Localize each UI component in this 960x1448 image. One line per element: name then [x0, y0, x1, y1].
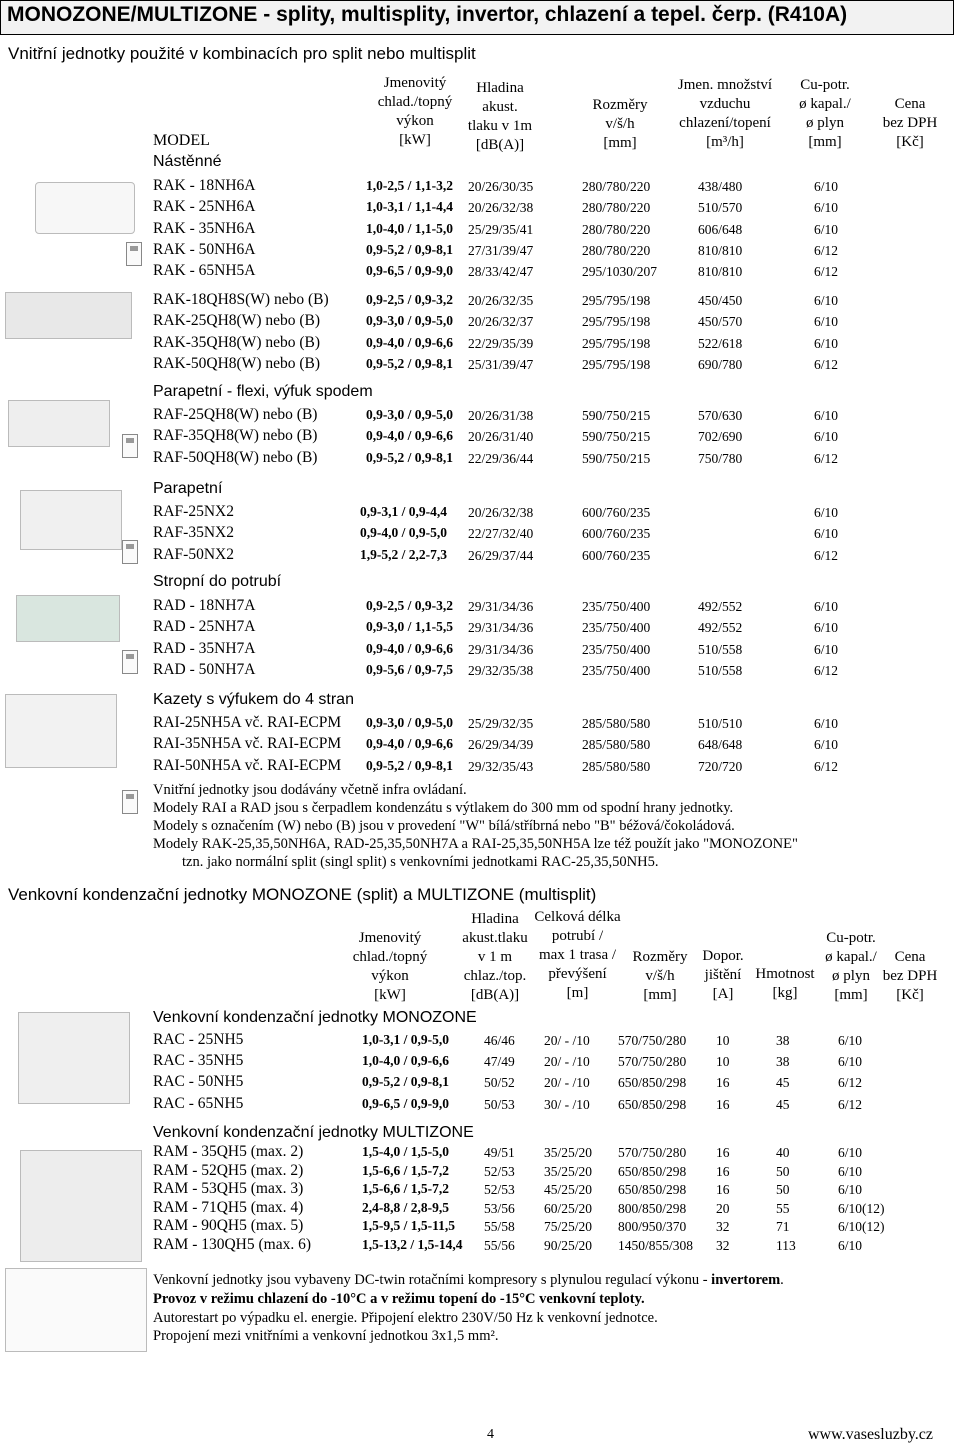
cu-value: 6/10 — [814, 716, 839, 731]
remote-icon — [122, 434, 138, 458]
model-name: RAK - 18NH6A — [153, 177, 256, 194]
out-vykon-header: Jmenovitý chlad./topný výkon [kW] — [352, 930, 428, 1003]
vykon-value: 0,9-5,2 / 0,9-8,1 — [366, 355, 453, 371]
rozmery-value: 295/795/198 — [582, 293, 651, 308]
cu-value: 6/12 — [814, 450, 839, 466]
db-value: 22/29/35/39 — [468, 335, 534, 351]
cu-value: 6/10 — [838, 1145, 863, 1160]
outdoor-unit-image — [18, 1012, 130, 1104]
vzduch-value: 810/810 — [698, 264, 743, 280]
model-name: RAK-18QH8S(W) nebo (B) — [153, 291, 329, 308]
db-value: 29/31/34/36 — [468, 641, 534, 657]
model-name: RAK - 50NH6A — [153, 240, 256, 258]
model-name: RAI-35NH5A vč. RAI-ECPM — [153, 735, 342, 753]
indoor-note: Modely RAK-25,35,50NH6A, RAD-25,35,50NH7A a RAI-25,35,50NH5A lze též použít jako "MONOZONE" — [153, 836, 798, 852]
cu-value: 6/10 — [838, 1182, 863, 1197]
hmotnost-value: 38 — [776, 1033, 790, 1048]
vykon-value: 1,5-6,6 / 1,5-7,2 — [362, 1162, 449, 1178]
delka-value: 45/25/20 — [544, 1182, 593, 1197]
remote-icon — [126, 242, 142, 266]
model-name: RAC - 25NH5 — [153, 1031, 244, 1048]
vykon-value: 0,9-2,5 / 0,9-3,2 — [366, 292, 453, 307]
model-name: RAK - 65NH5A — [153, 262, 256, 280]
cena-header: Cena bez DPH [Kč] — [882, 96, 938, 150]
rozmery-value: 570/750/280 — [618, 1033, 687, 1048]
vykon-value: 0,9-3,0 / 0,9-5,0 — [366, 407, 453, 422]
vykon-header: Jmenovitý chlad./topný výkon [kW] — [377, 75, 453, 148]
rozmery-value: 235/750/400 — [582, 641, 651, 657]
jisteni-value: 32 — [716, 1237, 730, 1253]
vykon-value: 0,9-5,2 / 0,9-8,1 — [366, 757, 453, 773]
cu-value: 6/10 — [814, 221, 839, 237]
delka-value: 20/ - /10 — [544, 1054, 590, 1070]
vzduch-value: 450/570 — [698, 314, 743, 330]
floor-unit-image — [8, 400, 110, 447]
vzduch-value: 702/690 — [698, 429, 743, 445]
jisteni-value: 32 — [716, 1219, 730, 1234]
jisteni-value: 16 — [716, 1163, 730, 1179]
rozmery-value: 295/795/198 — [582, 335, 651, 351]
section-heading: Venkovní kondenzační jednotky MONOZONE — [153, 1009, 477, 1026]
rozmery-value: 590/750/215 — [582, 450, 651, 466]
vykon-value: 0,9-3,0 / 1,1-5,5 — [366, 619, 453, 635]
model-name: RAK-50QH8(W) nebo (B) — [153, 354, 321, 372]
vykon-value: 0,9-6,5 / 0,9-9,0 — [366, 263, 453, 279]
vzduch-value: 690/780 — [698, 356, 743, 372]
model-name: RAD - 50NH7A — [153, 660, 256, 678]
duct-unit-image — [16, 595, 120, 642]
vykon-value: 1,5-6,6 / 1,5-7,2 — [362, 1181, 449, 1196]
rozmery-value: 650/850/298 — [618, 1075, 687, 1091]
model-name: RAI-25NH5A vč. RAI-ECPM — [153, 714, 342, 731]
model-name: RAF-35QH8(W) nebo (B) — [153, 427, 318, 445]
db-value: 46/46 — [484, 1033, 515, 1048]
db-value: 20/26/32/37 — [468, 314, 534, 330]
rozmery-value: 295/1030/207 — [582, 264, 658, 280]
vykon-value: 0,9-4,0 / 0,9-5,0 — [360, 525, 447, 541]
out-hladina-header: Hladina akust.tlaku v 1 m chlaz./top. [dB(A)] — [462, 911, 528, 1003]
vzduch-header: Jmen. množství vzduchu chlazení/topení [m³/h] — [677, 77, 773, 150]
vykon-value: 0,9-3,0 / 0,9-5,0 — [366, 715, 453, 730]
model-name: RAF-50NX2 — [153, 545, 234, 563]
hmotnost-value: 113 — [776, 1237, 796, 1253]
model-name: RAM - 71QH5 (max. 4) — [153, 1198, 304, 1216]
rozmery-value: 295/795/198 — [582, 314, 651, 330]
hmotnost-value: 45 — [776, 1075, 790, 1091]
rozmery-value: 285/580/580 — [582, 758, 651, 774]
console-unit-image — [20, 490, 122, 550]
cu-value: 6/10 — [814, 641, 839, 657]
rozmery-value: 800/850/298 — [618, 1200, 687, 1216]
vykon-value: 0,9-5,2 / 0,9-8,1 — [362, 1074, 449, 1090]
model-name: RAC - 50NH5 — [153, 1073, 244, 1091]
jisteni-value: 16 — [716, 1075, 730, 1091]
vykon-value: 0,9-4,0 / 0,9-6,6 — [366, 640, 453, 656]
db-value: 20/26/30/35 — [468, 179, 534, 194]
cu-value: 6/12 — [838, 1075, 863, 1091]
model-name: RAK-35QH8(W) nebo (B) — [153, 333, 321, 351]
db-value: 55/58 — [484, 1219, 515, 1234]
db-value: 52/53 — [484, 1182, 515, 1197]
section-heading: Nástěnné — [153, 153, 222, 170]
vykon-value: 1,9-5,2 / 2,2-7,3 — [360, 546, 447, 562]
cu-value: 6/12 — [814, 356, 839, 372]
rozmery-value: 235/750/400 — [582, 662, 651, 678]
model-name: RAD - 25NH7A — [153, 618, 256, 636]
rozmery-value: 285/580/580 — [582, 716, 651, 731]
rozmery-value: 600/760/235 — [582, 547, 651, 563]
outdoor-note: Autorestart po výpadku el. energie. Připojení elektro 230V/50 Hz k venkovní jednotce. — [153, 1310, 658, 1326]
vykon-value: 1,5-13,2 / 1,5-14,4 — [362, 1236, 463, 1252]
model-name: RAM - 130QH5 (max. 6) — [153, 1235, 311, 1253]
model-name: RAF-50QH8(W) nebo (B) — [153, 448, 318, 466]
indoor-note: Modely RAI a RAD jsou s čerpadlem kondenzátu s výtlakem do 300 mm od spodní hrany jednotky. — [153, 800, 734, 816]
vykon-value: 1,0-4,0 / 0,9-6,6 — [362, 1053, 449, 1069]
rozmery-value: 600/760/235 — [582, 505, 651, 520]
cu-value: 6/10 — [838, 1163, 863, 1179]
db-value: 22/27/32/40 — [468, 526, 534, 542]
db-value: 28/33/42/47 — [468, 264, 534, 280]
vykon-value: 1,5-9,5 / 1,5-11,5 — [362, 1218, 455, 1233]
cu-value: 6/10 — [814, 737, 839, 753]
rozmery-value: 235/750/400 — [582, 620, 651, 636]
wall-unit-qh8-image — [5, 292, 132, 339]
model-name: RAI-50NH5A vč. RAI-ECPM — [153, 756, 342, 774]
section-heading: Venkovní kondenzační jednotky MULTIZONE — [153, 1124, 474, 1141]
vzduch-value: 570/630 — [698, 408, 743, 423]
vzduch-value: 510/558 — [698, 641, 743, 657]
db-value: 50/52 — [484, 1075, 515, 1091]
jisteni-value: 10 — [716, 1054, 730, 1070]
model-name: RAM - 90QH5 (max. 5) — [153, 1217, 304, 1234]
out-hmotnost-header: Hmotnost [kg] — [755, 966, 815, 1001]
db-value: 52/53 — [484, 1163, 515, 1179]
rozmery-value: 590/750/215 — [582, 429, 651, 445]
rozmery-value: 280/780/220 — [582, 179, 651, 194]
cu-value: 6/10 — [838, 1033, 863, 1048]
vzduch-value: 510/570 — [698, 200, 743, 216]
cu-value: 6/10 — [814, 408, 839, 423]
model-name: RAM - 35QH5 (max. 2) — [153, 1143, 304, 1160]
wall-unit-image — [35, 182, 135, 234]
multizone-unit-image — [20, 1150, 142, 1262]
remote-icon — [122, 540, 138, 564]
model-header: MODEL — [153, 132, 210, 149]
page-number: 4 — [487, 1427, 494, 1442]
indoor-note: Modely s označením (W) nebo (B) jsou v provedení "W" bílá/stříbrná nebo "B" béžová/čokoládová. — [153, 818, 735, 834]
db-value: 25/31/39/47 — [468, 356, 534, 372]
hmotnost-value: 45 — [776, 1096, 790, 1112]
vzduch-value: 648/648 — [698, 737, 743, 753]
rozmery-value: 650/850/298 — [618, 1096, 687, 1112]
vykon-value: 1,0-3,1 / 1,1-4,4 — [366, 199, 453, 215]
delka-value: 30/ - /10 — [544, 1096, 590, 1112]
rozmery-value: 650/850/298 — [618, 1182, 687, 1197]
section-heading: Parapetní - flexi, výfuk spodem — [153, 383, 373, 400]
model-name: RAF-25QH8(W) nebo (B) — [153, 406, 318, 423]
cu-value: 6/10(12) — [838, 1219, 885, 1234]
vykon-value: 0,9-3,1 / 0,9-4,4 — [360, 504, 447, 519]
cu-value: 6/10 — [838, 1054, 863, 1070]
indoor-note: tzn. jako normální split (singl split) s venkovními jednotkami RAC-25,35,50NH5. — [182, 854, 659, 870]
db-value: 49/51 — [484, 1145, 515, 1160]
db-value: 20/26/32/38 — [468, 200, 534, 216]
vzduch-value: 492/552 — [698, 620, 743, 636]
vykon-value: 0,9-6,5 / 0,9-9,0 — [362, 1095, 449, 1111]
out-jisteni-header: Dopor. jištění [A] — [702, 948, 744, 1002]
jisteni-value: 16 — [716, 1145, 730, 1160]
db-value: 29/32/35/38 — [468, 662, 534, 678]
db-value: 47/49 — [484, 1054, 515, 1070]
hmotnost-value: 50 — [776, 1182, 790, 1197]
vzduch-value: 510/558 — [698, 662, 743, 678]
model-name: RAK - 25NH6A — [153, 198, 256, 216]
cu-value: 6/12 — [814, 242, 839, 258]
delka-value: 20/ - /10 — [544, 1033, 590, 1048]
vzduch-value: 606/648 — [698, 221, 743, 237]
hmotnost-value: 71 — [776, 1219, 790, 1234]
cu-value: 6/10 — [814, 200, 839, 216]
delka-value: 60/25/20 — [544, 1200, 593, 1216]
rozmery-value: 650/850/298 — [618, 1163, 687, 1179]
remote-icon — [122, 650, 138, 674]
rozmery-value: 285/580/580 — [582, 737, 651, 753]
rozmery-value: 280/780/220 — [582, 200, 651, 216]
section-heading: Kazety s výfukem do 4 stran — [153, 691, 354, 708]
db-value: 55/56 — [484, 1237, 515, 1253]
hmotnost-value: 40 — [776, 1145, 790, 1160]
vykon-value: 0,9-3,0 / 0,9-5,0 — [366, 313, 453, 329]
db-value: 29/32/35/43 — [468, 758, 534, 774]
db-value: 20/26/32/35 — [468, 293, 534, 308]
db-value: 20/26/31/38 — [468, 408, 534, 423]
model-name: RAC - 35NH5 — [153, 1052, 244, 1070]
jisteni-value: 16 — [716, 1182, 730, 1197]
cu-value: 6/10 — [838, 1237, 863, 1253]
vykon-value: 2,4-8,8 / 2,8-9,5 — [362, 1199, 449, 1215]
rozmery-value: 280/780/220 — [582, 242, 651, 258]
delka-value: 90/25/20 — [544, 1237, 593, 1253]
rozmery-value: 295/795/198 — [582, 356, 651, 372]
cu-header: Cu-potr. ø kapal./ ø plyn [mm] — [799, 77, 851, 150]
out-cu-header: Cu-potr. ø kapal./ ø plyn [mm] — [825, 930, 877, 1003]
rozmery-value: 235/750/400 — [582, 599, 651, 614]
db-value: 29/31/34/36 — [468, 620, 534, 636]
cu-value: 6/10 — [814, 335, 839, 351]
delka-value: 20/ - /10 — [544, 1075, 590, 1091]
rozmery-value: 1450/855/308 — [618, 1237, 694, 1253]
vykon-value: 1,5-4,0 / 1,5-5,0 — [362, 1144, 449, 1159]
model-name: RAF-35NX2 — [153, 524, 234, 542]
db-value: 27/31/39/47 — [468, 242, 534, 258]
vykon-value: 1,0-3,1 / 0,9-5,0 — [362, 1032, 449, 1047]
section-heading: Parapetní — [153, 480, 223, 497]
model-name: RAM - 53QH5 (max. 3) — [153, 1180, 304, 1197]
vykon-value: 1,0-2,5 / 1,1-3,2 — [366, 178, 453, 193]
delka-value: 35/25/20 — [544, 1163, 593, 1179]
delka-value: 75/25/20 — [544, 1219, 593, 1234]
vzduch-value: 810/810 — [698, 242, 743, 258]
model-name: RAF-25NX2 — [153, 503, 234, 520]
model-name: RAD - 18NH7A — [153, 597, 256, 614]
db-value: 20/26/31/40 — [468, 429, 534, 445]
db-value: 26/29/37/44 — [468, 547, 534, 563]
vykon-value: 0,9-5,6 / 0,9-7,5 — [366, 661, 453, 677]
outdoor-note: Provoz v režimu chlazení do -10°C a v režimu topení do -15°C venkovní teploty. — [153, 1291, 645, 1307]
vzduch-value: 450/450 — [698, 293, 743, 308]
vykon-value: 0,9-4,0 / 0,9-6,6 — [366, 428, 453, 444]
cu-value: 6/10 — [814, 599, 839, 614]
hmotnost-value: 38 — [776, 1054, 790, 1070]
cu-value: 6/12 — [814, 547, 839, 563]
banner-title: MONOZONE/MULTIZONE - splity, multisplity, invertor, chlazení a tepel. čerp. (R410A) — [7, 3, 848, 26]
vykon-value: 0,9-5,2 / 0,9-8,1 — [366, 241, 453, 257]
outdoor-note: Propojení mezi vnitřními a venkovní jednotkou 3x1,5 mm². — [153, 1328, 499, 1344]
db-value: 22/29/36/44 — [468, 450, 534, 466]
db-value: 53/56 — [484, 1200, 515, 1216]
rozmery-value: 590/750/215 — [582, 408, 651, 423]
cu-value: 6/10(12) — [838, 1200, 885, 1216]
hmotnost-value: 50 — [776, 1163, 790, 1179]
vykon-value: 0,9-4,0 / 0,9-6,6 — [366, 334, 453, 350]
vykon-value: 0,9-5,2 / 0,9-8,1 — [366, 449, 453, 465]
page-banner — [0, 0, 954, 35]
out-cena-header: Cena bez DPH [Kč] — [882, 949, 938, 1003]
indoor-note: Vnitřní jednotky jsou dodávány včetně infra ovládaní. — [153, 782, 467, 798]
cu-value: 6/10 — [814, 429, 839, 445]
vykon-value: 1,0-4,0 / 1,1-5,0 — [366, 220, 453, 236]
vykon-value: 0,9-2,5 / 0,9-3,2 — [366, 598, 453, 613]
out-delka-header: Celková délka potrubí / max 1 trasa / převýšení [m] — [534, 909, 621, 1001]
vzduch-value: 510/510 — [698, 716, 743, 731]
cu-value: 6/10 — [814, 620, 839, 636]
outdoor-note: Venkovní jednotky jsou vybaveny DC-twin rotačními kompresory s plynulou regulací výkonu - invertorem. — [153, 1272, 784, 1288]
section-heading: Stropní do potrubí — [153, 573, 282, 590]
db-value: 25/29/32/35 — [468, 716, 534, 731]
cu-value: 6/10 — [814, 505, 839, 520]
rozmery-value: 600/760/235 — [582, 526, 651, 542]
jisteni-value: 10 — [716, 1033, 730, 1048]
db-value: 29/31/34/36 — [468, 599, 534, 614]
cu-value: 6/10 — [814, 179, 839, 194]
out-rozmery-header: Rozměry v/š/h [mm] — [632, 949, 688, 1003]
delka-value: 35/25/20 — [544, 1145, 593, 1160]
outdoor-section-title: Venkovní kondenzační jednotky MONOZONE (split) a MULTIZONE (multisplit) — [8, 885, 597, 904]
vzduch-value: 720/720 — [698, 758, 743, 774]
rozmery-header: Rozměry v/š/h [mm] — [592, 97, 648, 151]
db-value: 26/29/34/39 — [468, 737, 534, 753]
vzduch-value: 492/552 — [698, 599, 743, 614]
jisteni-value: 16 — [716, 1096, 730, 1112]
multisplit-diagram-image — [5, 1268, 147, 1352]
cu-value: 6/12 — [814, 662, 839, 678]
rozmery-value: 570/750/280 — [618, 1145, 687, 1160]
cu-value: 6/10 — [814, 314, 839, 330]
vykon-value: 0,9-4,0 / 0,9-6,6 — [366, 736, 453, 752]
cu-value: 6/10 — [814, 293, 839, 308]
rozmery-value: 800/950/370 — [618, 1219, 687, 1234]
vzduch-value: 522/618 — [698, 335, 743, 351]
db-value: 20/26/32/38 — [468, 505, 534, 520]
footer-url: www.vasesluzby.cz — [808, 1426, 933, 1443]
cu-value: 6/10 — [814, 526, 839, 542]
indoor-section-title: Vnitřní jednotky použité v kombinacích pro split nebo multisplit — [8, 44, 476, 63]
cu-value: 6/12 — [814, 264, 839, 280]
vzduch-value: 750/780 — [698, 450, 743, 466]
db-value: 25/29/35/41 — [468, 221, 534, 237]
db-value: 50/53 — [484, 1096, 515, 1112]
model-name: RAD - 35NH7A — [153, 639, 256, 657]
model-name: RAC - 65NH5 — [153, 1094, 244, 1112]
cu-value: 6/12 — [814, 758, 839, 774]
model-name: RAK-25QH8(W) nebo (B) — [153, 312, 321, 330]
cu-value: 6/12 — [838, 1096, 863, 1112]
hmotnost-value: 55 — [776, 1200, 790, 1216]
remote-icon — [122, 790, 138, 814]
vzduch-value: 438/480 — [698, 179, 743, 194]
model-name: RAM - 52QH5 (max. 2) — [153, 1161, 304, 1179]
rozmery-value: 570/750/280 — [618, 1054, 687, 1070]
model-name: RAK - 35NH6A — [153, 219, 256, 237]
jisteni-value: 20 — [716, 1200, 730, 1216]
cassette-unit-image — [5, 694, 117, 768]
hladina-header: Hladina akust. tlaku v 1m [dB(A)] — [467, 80, 533, 153]
rozmery-value: 280/780/220 — [582, 221, 651, 237]
